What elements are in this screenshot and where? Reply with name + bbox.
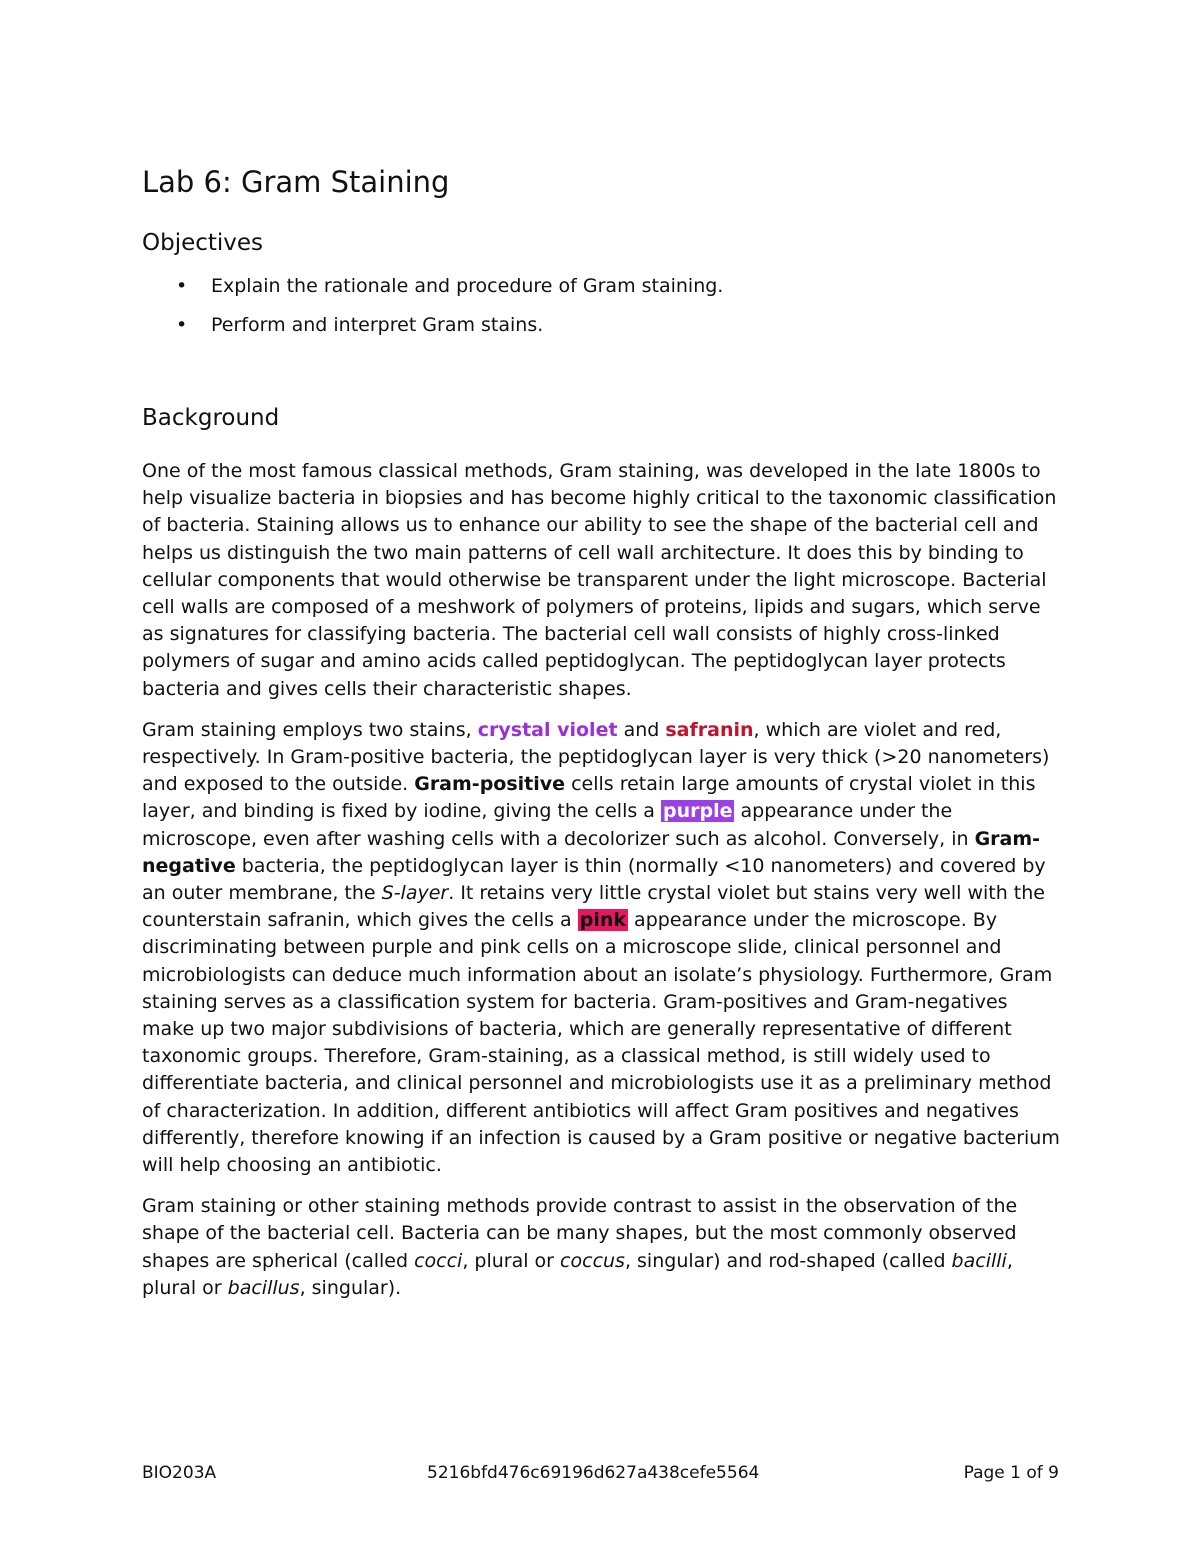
s-layer-term: S-layer [381, 882, 449, 905]
objective-item [142, 271, 723, 301]
text-run: , which are violet and red, respectively. In Gram-positive bacteria, the peptidoglycan layer is very thick (>20 nanometers) and exposed to the outside. [142, 718, 1050, 796]
cocci-term: cocci [414, 1249, 463, 1272]
objectives-heading: Objectives [142, 230, 264, 256]
background-paragraph-3 [142, 1193, 1062, 1302]
gram-negative-term: Gram-negative [142, 827, 1041, 877]
bacilli-term: bacilli [951, 1249, 1007, 1272]
text-run: and [617, 718, 666, 741]
pink-highlight: pink [579, 909, 627, 932]
crystal-violet-term: crystal violet [477, 718, 618, 741]
background-paragraph-2 [142, 717, 1062, 1179]
text-run: , plural or [142, 1249, 1013, 1299]
objective-text: Perform and interpret Gram stains. [211, 314, 544, 336]
objective-text: Explain the rationale and procedure of Gram staining. [211, 275, 724, 297]
background-paragraph-1: One of the most famous classical methods, Gram staining, was developed in the late 1800s to help visualize bacteria in biopsies and has become highly critical to the taxonomic classification of bacteria. Staining allows us to enhance our ability to see the shape of the bacterial cell and helps us distinguish the two main patterns of cell wall architecture. It does this by binding to cellular components that would otherwise be transparent under the light microscope. Bacterial cell walls are composed of a meshwork of polymers of proteins, lipids and sugars, which serve as signatures for classifying bacteria. The bacterial cell wall consists of highly cross-linked polymers of sugar and amino acids called peptidoglycan. The peptidoglycan layer protects bacteria and gives cells their characteristic shapes. [142, 460, 1057, 700]
text-run: . It retains very little crystal violet but stains very well with the counterstain safranin, which gives the cells a [142, 882, 1045, 932]
purple-highlight: purple [662, 800, 733, 823]
footer-document-hash: 5216bfd476c69196d627a438cefe5564 [427, 1463, 760, 1483]
text-run: , singular) and rod-shaped (called [624, 1249, 952, 1272]
text-run: Gram staining or other staining methods provide contrast to assist in the observation of the shape of the bacterial cell. Bacteria can be many shapes, but the most commonly observed shapes are spherical (called [142, 1195, 1018, 1272]
background-heading: Background [142, 405, 280, 431]
objective-item [142, 310, 723, 340]
safranin-term: safranin [665, 718, 754, 741]
footer-page-number: Page 1 of 9 [963, 1463, 1059, 1483]
page-title: Lab 6: Gram Staining [142, 165, 450, 199]
footer-course: BIO203A [142, 1463, 217, 1483]
text-run: bacteria, the peptidoglycan layer is thin (normally <10 nanometers) and covered by an outer membrane, the [142, 854, 1046, 905]
text-run: , singular). [299, 1276, 402, 1299]
coccus-term: coccus [560, 1249, 625, 1272]
bullet-icon: • [176, 314, 188, 336]
text-run: appearance under the microscope. By discriminating between purple and pink cells on a microscope slide, clinical personnel and microbiologists can deduce much information about an isolate’s physiology. Furthermore, Gram staining serves as a classification system for bacteria. Gram-positives and Gram-negatives make up two major subdivisions of bacteria, which are generally representative of different taxonomic groups. Therefore, Gram-staining, as a classical method, is still widely used to differentiate bacteria, and clinical personnel and microbiologists use it as a preliminary method of characterization. In addition, different antibiotics will affect Gram positives and negatives differently, therefore knowing if an infection is caused by a Gram positive or negative bacterium will help choosing an antibiotic. [142, 909, 1060, 1177]
page-footer [142, 1458, 1062, 1488]
text-run: appearance under the microscope, even after washing cells with a decolorizer such as alcohol. Conversely, in [142, 800, 975, 850]
text-run: Gram staining employs two stains, [142, 718, 478, 741]
objectives-list [142, 271, 723, 349]
bacillus-term: bacillus [227, 1276, 300, 1299]
document-page [142, 0, 1062, 1553]
gram-positive-term: Gram-positive [414, 773, 566, 796]
background-body [142, 458, 1062, 1316]
text-run: , plural or [462, 1249, 561, 1272]
text-run: cells retain large amounts of crystal violet in this layer, and binding is fixed by iodine, giving the cells a [142, 773, 1036, 823]
bullet-icon: • [176, 275, 188, 297]
